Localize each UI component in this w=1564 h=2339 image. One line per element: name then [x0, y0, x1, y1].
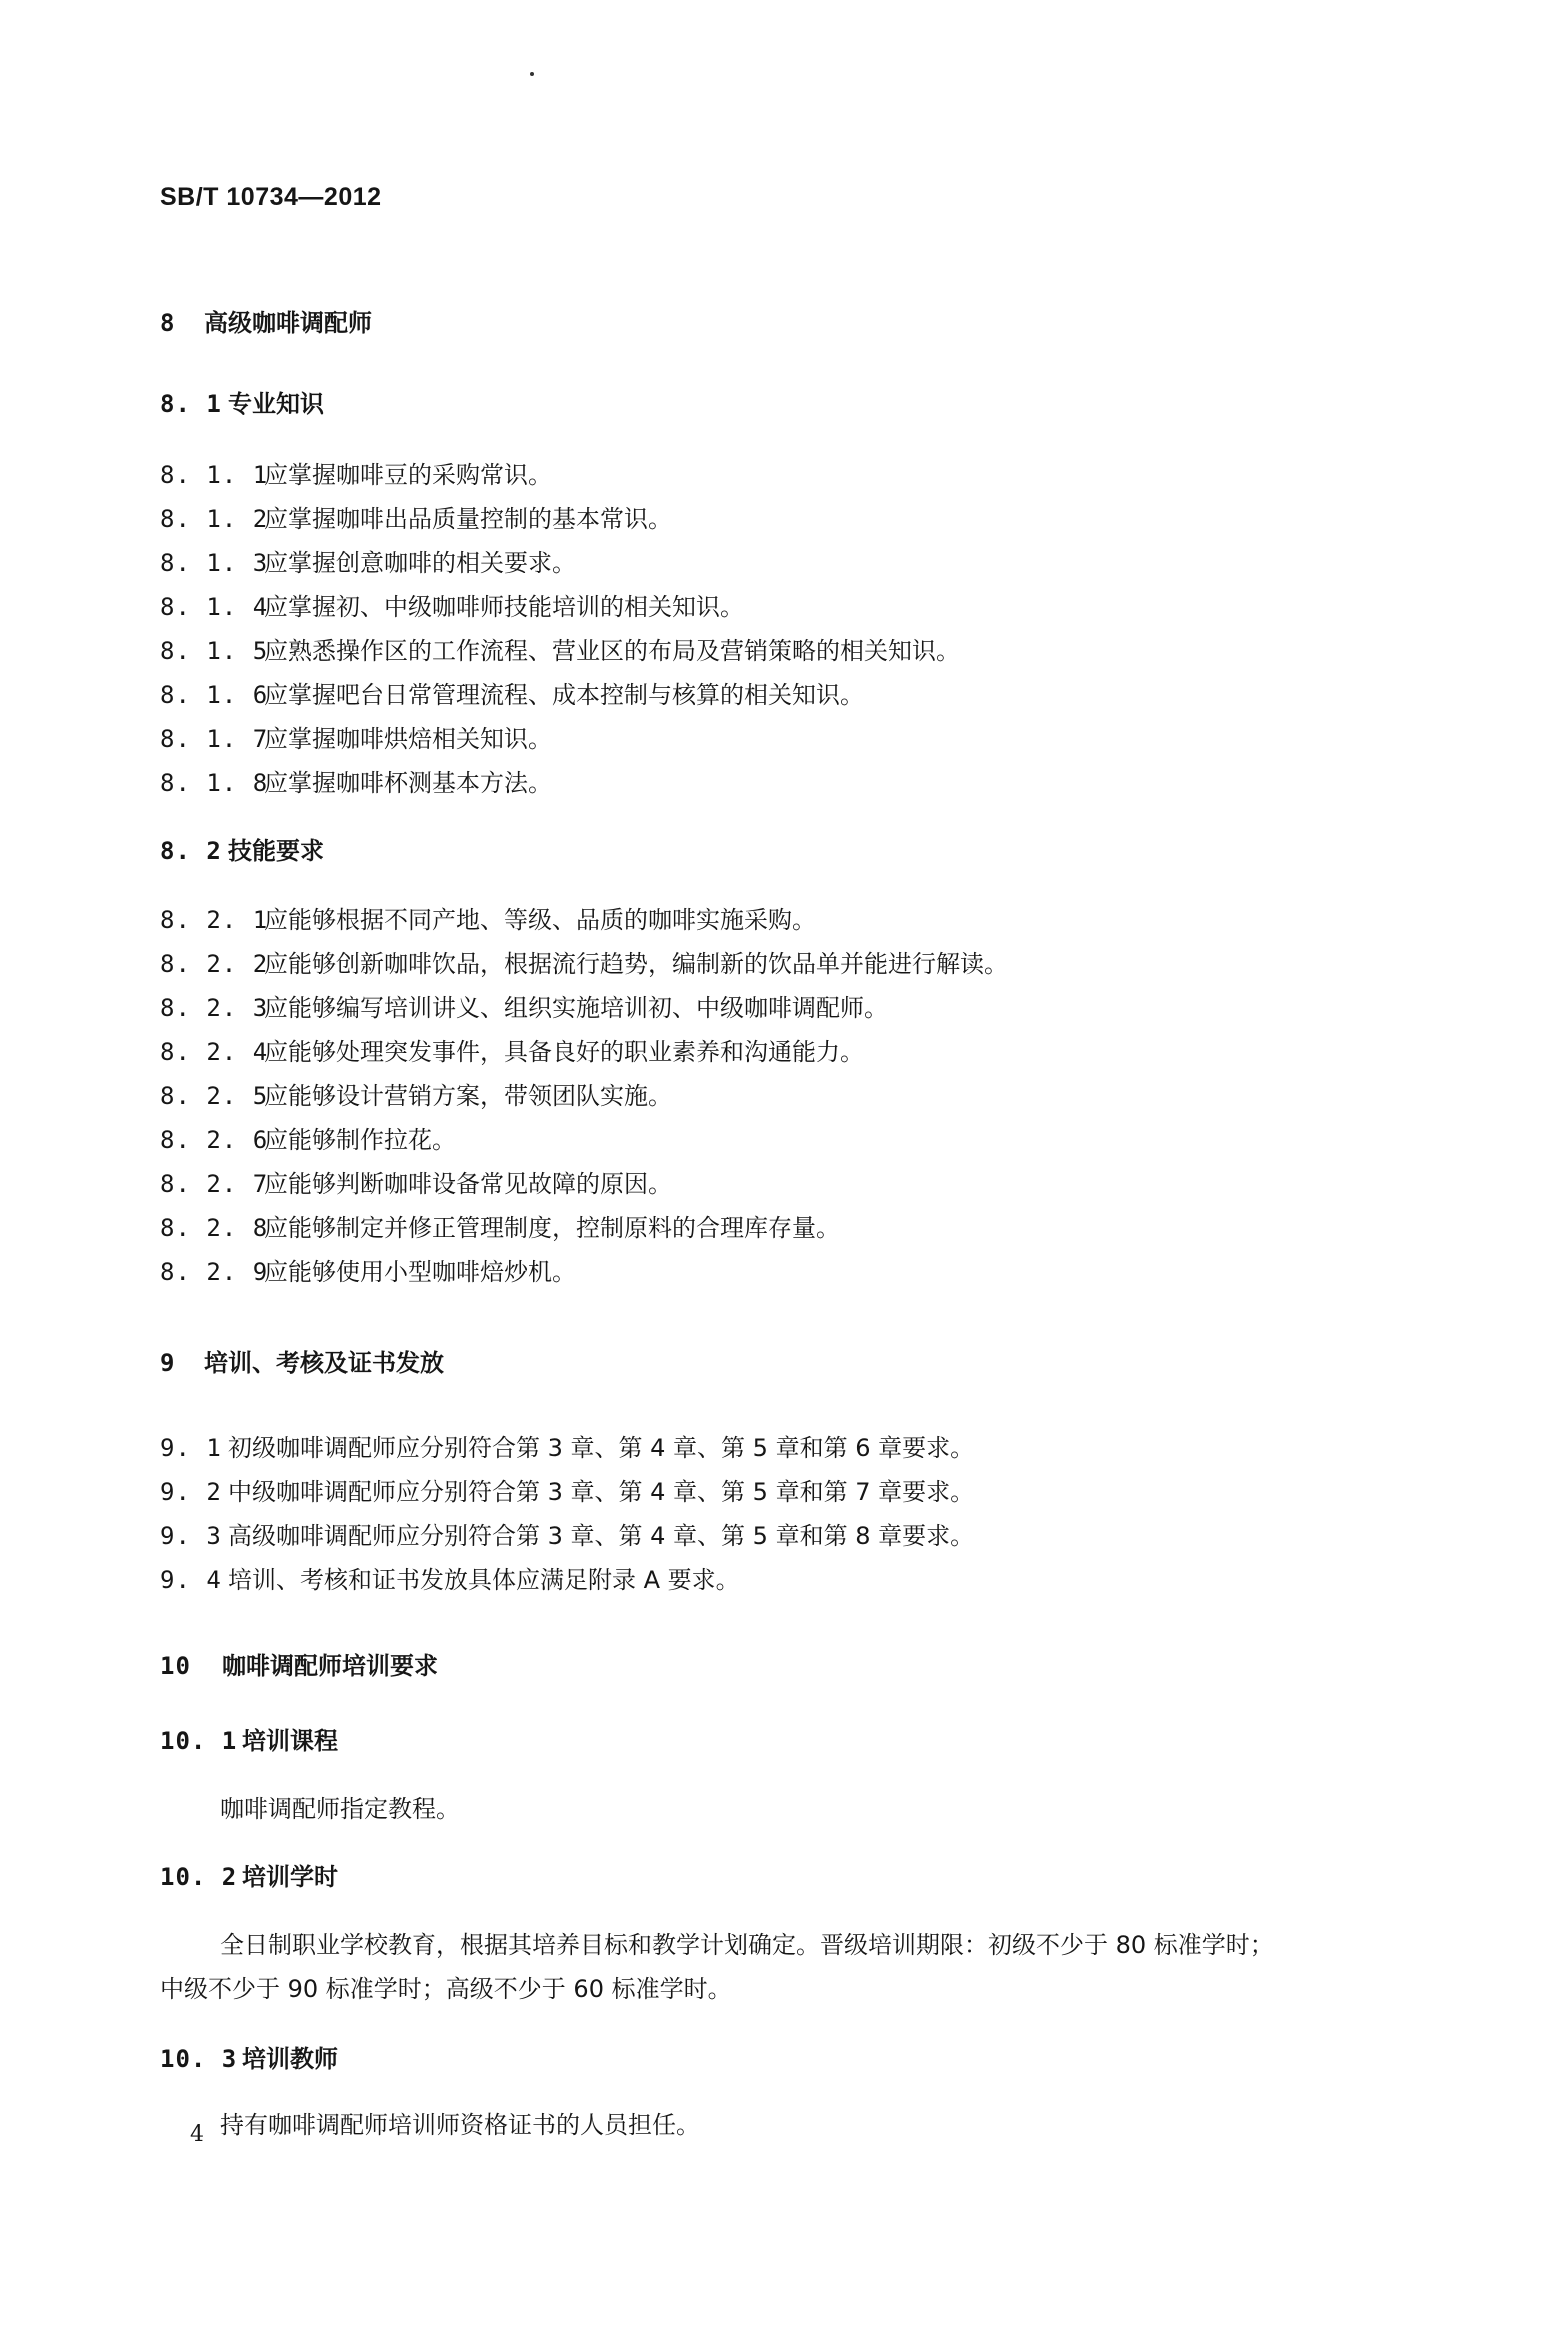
- clause-number: 8. 2. 8: [160, 1214, 269, 1242]
- clause-number: 8. 2. 5: [160, 1082, 269, 1110]
- clause-number: 8. 1. 1: [160, 461, 269, 489]
- section-title: 技能要求: [228, 837, 324, 865]
- section-10-3-heading: [160, 2042, 338, 2076]
- clause-text: 培训、考核和证书发放具体应满足附录 A 要求。: [228, 1566, 740, 1594]
- clause-text: 应熟悉操作区的工作流程、营业区的布局及营销策略的相关知识。: [264, 637, 960, 665]
- clause-text: 初级咖啡调配师应分别符合第 3 章、第 4 章、第 5 章和第 6 章要求。: [228, 1434, 975, 1462]
- clause-9-3: [160, 1519, 974, 1553]
- clause-text: 应掌握咖啡豆的采购常识。: [264, 461, 552, 489]
- clause-number: 8. 1. 3: [160, 549, 269, 577]
- clause-8-1-4: [160, 590, 744, 624]
- clause-text: 应能够创新咖啡饮品，根据流行趋势，编制新的饮品单并能进行解读。: [264, 950, 1008, 978]
- section-9-heading: [160, 1346, 444, 1380]
- clause-text: 应掌握吧台日常管理流程、成本控制与核算的相关知识。: [264, 681, 864, 709]
- section-title: 培训、考核及证书发放: [204, 1349, 444, 1377]
- clause-text: 应能够编写培训讲义、组织实施培训初、中级咖啡调配师。: [264, 994, 888, 1022]
- section-number: 8. 1: [160, 390, 222, 418]
- section-number: 8. 2: [160, 837, 222, 865]
- section-8-1-heading: [160, 387, 324, 421]
- clause-text: 应能够制定并修正管理制度，控制原料的合理库存量。: [264, 1214, 840, 1242]
- section-title: 专业知识: [228, 390, 324, 418]
- clause-number: 9. 4: [160, 1566, 222, 1594]
- section-10-2-body-line1: 全日制职业学校教育，根据其培养目标和教学计划确定。晋级培训期限：初级不少于 80 标准学时；: [220, 1931, 1274, 1959]
- clause-number: 9. 3: [160, 1522, 222, 1550]
- clause-text: 中级咖啡调配师应分别符合第 3 章、第 4 章、第 5 章和第 7 章要求。: [228, 1478, 975, 1506]
- section-number: 8: [160, 309, 176, 337]
- clause-8-2-1: [160, 903, 816, 937]
- clause-8-1-6: [160, 678, 864, 712]
- clause-8-2-6: [160, 1123, 456, 1157]
- section-number: 10. 2: [160, 1863, 238, 1891]
- section-number: 9: [160, 1349, 176, 1377]
- clause-text: 应掌握咖啡杯测基本方法。: [264, 769, 552, 797]
- clause-number: 8. 1. 8: [160, 769, 269, 797]
- clause-text: 高级咖啡调配师应分别符合第 3 章、第 4 章、第 5 章和第 8 章要求。: [228, 1522, 975, 1550]
- standard-code: SB/T 10734—2012: [160, 183, 382, 211]
- clause-text: 应能够设计营销方案，带领团队实施。: [264, 1082, 672, 1110]
- section-title: 培训课程: [242, 1727, 338, 1755]
- clause-9-1: [160, 1431, 974, 1465]
- clause-number: 9. 2: [160, 1478, 222, 1506]
- clause-8-2-3: [160, 991, 888, 1025]
- clause-number: 9. 1: [160, 1434, 222, 1462]
- section-10-1-heading: [160, 1724, 338, 1758]
- section-8-heading: [160, 306, 372, 340]
- clause-number: 8. 1. 7: [160, 725, 269, 753]
- clause-text: 应掌握咖啡烘焙相关知识。: [264, 725, 552, 753]
- clause-text: 应能够使用小型咖啡焙炒机。: [264, 1258, 576, 1286]
- clause-number: 8. 2. 7: [160, 1170, 269, 1198]
- section-10-1-body: 咖啡调配师指定教程。: [220, 1795, 460, 1823]
- clause-number: 8. 2. 9: [160, 1258, 269, 1286]
- clause-8-2-9: [160, 1255, 576, 1289]
- clause-8-1-8: [160, 766, 552, 800]
- clause-8-1-2: [160, 502, 672, 536]
- section-8-2-heading: [160, 834, 324, 868]
- section-number: 10. 1: [160, 1727, 238, 1755]
- clause-number: 8. 1. 4: [160, 593, 269, 621]
- section-number: 10. 3: [160, 2045, 238, 2073]
- clause-number: 8. 2. 3: [160, 994, 269, 1022]
- clause-9-4: [160, 1563, 740, 1597]
- clause-number: 8. 1. 2: [160, 505, 269, 533]
- clause-number: 8. 1. 6: [160, 681, 269, 709]
- clause-text: 应掌握初、中级咖啡师技能培训的相关知识。: [264, 593, 744, 621]
- clause-8-2-2: [160, 947, 1008, 981]
- section-title: 咖啡调配师培训要求: [222, 1652, 438, 1680]
- clause-text: 应能够制作拉花。: [264, 1126, 456, 1154]
- section-10-2-body-line2: 中级不少于 90 标准学时；高级不少于 60 标准学时。: [160, 1975, 732, 2003]
- section-title: 培训教师: [242, 2045, 338, 2073]
- clause-text: 应能够处理突发事件，具备良好的职业素养和沟通能力。: [264, 1038, 864, 1066]
- section-10-2-heading: [160, 1860, 338, 1894]
- clause-8-1-3: [160, 546, 576, 580]
- section-title: 培训学时: [242, 1863, 338, 1891]
- clause-number: 8. 1. 5: [160, 637, 269, 665]
- clause-number: 8. 2. 1: [160, 906, 269, 934]
- clause-text: 应能够根据不同产地、等级、品质的咖啡实施采购。: [264, 906, 816, 934]
- clause-8-1-1: [160, 458, 552, 492]
- clause-8-2-4: [160, 1035, 864, 1069]
- clause-8-2-8: [160, 1211, 840, 1245]
- page-number: 4: [190, 2122, 204, 2147]
- section-title: 高级咖啡调配师: [204, 309, 372, 337]
- clause-8-1-5: [160, 634, 960, 668]
- clause-number: 8. 2. 2: [160, 950, 269, 978]
- clause-8-1-7: [160, 722, 552, 756]
- clause-8-2-7: [160, 1167, 672, 1201]
- clause-text: 应能够判断咖啡设备常见故障的原因。: [264, 1170, 672, 1198]
- clause-number: 8. 2. 4: [160, 1038, 269, 1066]
- clause-text: 应掌握创意咖啡的相关要求。: [264, 549, 576, 577]
- section-number: 10: [160, 1652, 191, 1680]
- clause-text: 应掌握咖啡出品质量控制的基本常识。: [264, 505, 672, 533]
- scan-speck: [530, 72, 534, 76]
- clause-9-2: [160, 1475, 974, 1509]
- clause-8-2-5: [160, 1079, 672, 1113]
- clause-number: 8. 2. 6: [160, 1126, 269, 1154]
- section-10-3-body: 持有咖啡调配师培训师资格证书的人员担任。: [220, 2111, 700, 2139]
- section-10-heading: [160, 1649, 438, 1683]
